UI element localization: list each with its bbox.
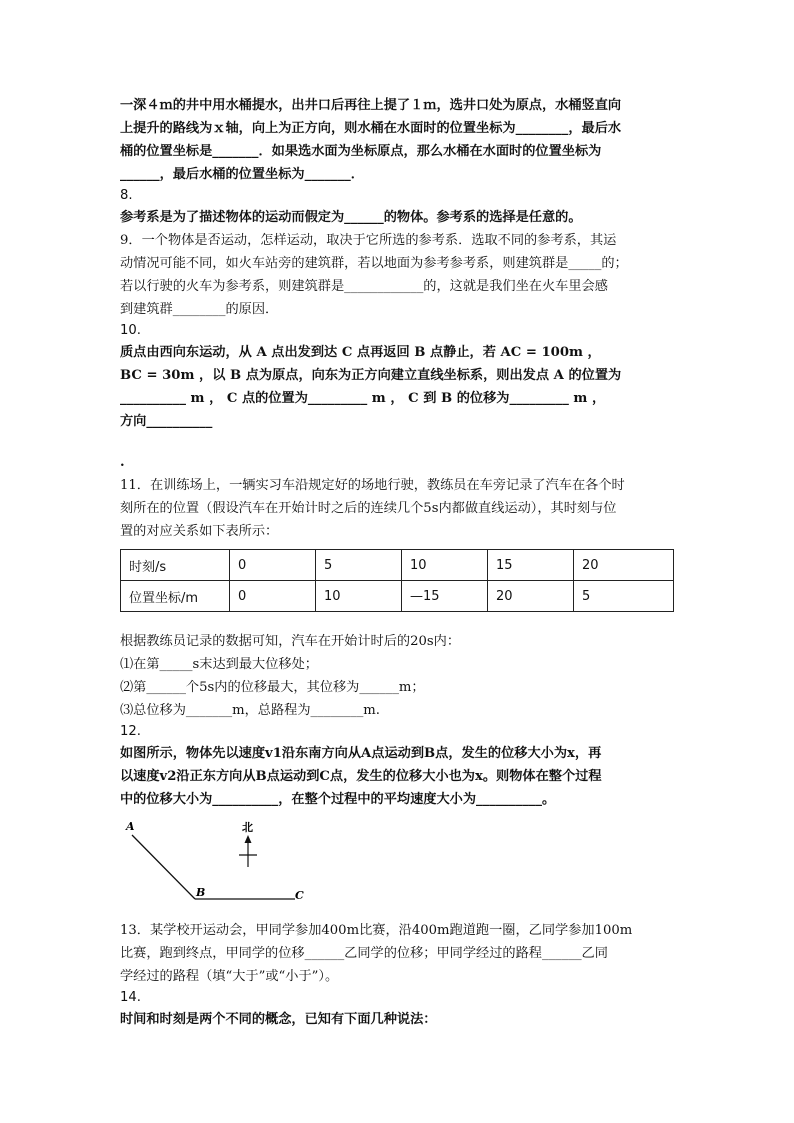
q11-line-3: 置的对应关系如下表所示： bbox=[120, 524, 279, 539]
q9-line-2: 动情况可能不同，如火车站旁的建筑群，若以地面为参考参考系，则建筑群是_____的； bbox=[120, 256, 628, 271]
label-c: C bbox=[295, 889, 304, 902]
q10-number: 10. bbox=[120, 323, 141, 338]
diagram-svg bbox=[120, 817, 320, 911]
table-cell: 15 bbox=[488, 550, 574, 581]
question-7 bbox=[120, 94, 680, 186]
question-13 bbox=[120, 919, 680, 988]
table-row bbox=[121, 550, 674, 581]
label-a: A bbox=[126, 820, 135, 833]
question-14 bbox=[120, 988, 680, 1031]
north-arrow-icon bbox=[245, 835, 252, 843]
table-cell: 10 bbox=[316, 581, 402, 612]
table-cell: 20 bbox=[488, 581, 574, 612]
q11-after-3: ⑵第______个5s内的位移最大，其位移为______m； bbox=[120, 680, 425, 695]
q12-line-3: 中的位移大小为__________，在整个过程中的平均速度大小为__________。 bbox=[120, 792, 556, 807]
q11-after-2: ⑴在第_____s末达到最大位移处； bbox=[120, 657, 318, 672]
q13-line-1: 13．某学校开运动会，甲同学参加400m比赛，沿400m跑道跑一圈，乙同学参加100m bbox=[120, 923, 633, 938]
q12-line-2: 以速度v2沿正东方向从B点运动到C点，发生的位移大小也为x。则物体在整个过程 bbox=[120, 769, 602, 784]
question-11 bbox=[120, 474, 680, 722]
question-8 bbox=[120, 186, 680, 229]
table-cell: 20 bbox=[574, 550, 674, 581]
table-cell: 0 bbox=[230, 581, 316, 612]
table-cell: 5 bbox=[574, 581, 674, 612]
q13-line-2: 比赛，跑到终点，甲同学的位移______乙同学的位移；甲同学经过的路程______乙同 bbox=[120, 946, 608, 961]
table-cell: 时刻/s bbox=[121, 550, 230, 581]
q11-after-1: 根据教练员记录的数据可知，汽车在开始计时后的20s内： bbox=[120, 634, 461, 649]
table-cell: 10 bbox=[402, 550, 488, 581]
spacer bbox=[120, 433, 680, 451]
q7-line-1: 一深４ｍ的井中用水桶提水，出井口后再往上提了１ｍ，选井口处为原点，水桶竖直向 bbox=[120, 98, 622, 113]
q11-line-2: 刻所在的位置（假设汽车在开始计时之后的连续几个5s内都做直线运动），其时刻与位 bbox=[120, 501, 617, 516]
q11-line-1: 11．在训练场上，一辆实习车沿规定好的场地行驶，教练员在车旁记录了汽车在各个时 bbox=[120, 478, 625, 493]
table-cell: —15 bbox=[402, 581, 488, 612]
q12-number: 12. bbox=[120, 724, 141, 739]
document-page bbox=[120, 94, 680, 1031]
table-cell: 0 bbox=[230, 550, 316, 581]
q10-line-1: 质点由西向东运动，从 A 点出发到达 C 点再返回 B 点静止，若 AC = 100m ， bbox=[120, 345, 601, 360]
q10-line-3: __________ m ， C 点的位置为_________ m ， C 到 B 的位移为_________ m ， bbox=[120, 391, 606, 406]
q10-line-4: 方向__________ bbox=[120, 414, 213, 429]
question-10 bbox=[120, 321, 680, 474]
q7-line-3: 桶的位置坐标是_______．如果选水面为坐标原点，那么水桶在水面时的位置坐标为 bbox=[120, 144, 602, 159]
q13-line-3: 学经过的路程（填“大于”或“小于”）。 bbox=[120, 969, 339, 984]
table-cell: 位置坐标/m bbox=[121, 581, 230, 612]
q9-line-1: 9．一个物体是否运动，怎样运动，取决于它所选的参考系．选取不同的参考系，其运 bbox=[120, 233, 617, 248]
q12-line-1: 如图所示，物体先以速度v1沿东南方向从A点运动到B点，发生的位移大小为x，再 bbox=[120, 746, 602, 761]
q10-line-2: BC = 30m ，以 B 点为原点，向东为正方向建立直线坐标系，则出发点 A 的位置为 bbox=[120, 368, 622, 383]
q8-number: 8. bbox=[120, 188, 133, 203]
label-north: 北 bbox=[242, 821, 253, 834]
q8-text: 参考系是为了描述物体的运动而假定为______的物体。参考系的选择是任意的。 bbox=[120, 210, 582, 225]
q14-text: 时间和时刻是两个不同的概念，已知有下面几种说法： bbox=[120, 1012, 437, 1027]
q7-line-4: ______，最后水桶的位置坐标为_______． bbox=[120, 167, 364, 182]
q9-line-4: 到建筑群________的原因． bbox=[120, 302, 279, 317]
table-cell: 5 bbox=[316, 550, 402, 581]
question-9 bbox=[120, 229, 680, 321]
q7-line-2: 上提升的路线为ｘ轴，向上为正方向，则水桶在水面时的位置坐标为________，最后水 bbox=[120, 121, 622, 136]
question-12 bbox=[120, 722, 680, 911]
displacement-diagram bbox=[120, 817, 320, 911]
q9-line-3: 若以行驶的火车为参考系，则建筑群是____________的，这就是我们坐在火车里会感 bbox=[120, 279, 608, 294]
q14-number: 14. bbox=[120, 990, 141, 1005]
path-ab bbox=[132, 835, 195, 899]
spacer bbox=[120, 612, 680, 630]
q11-after-4: ⑶总位移为_______m，总路程为________m. bbox=[120, 703, 380, 718]
label-b: B bbox=[196, 886, 206, 899]
position-table bbox=[120, 549, 674, 612]
q10-trailing-dot: . bbox=[120, 455, 125, 470]
table-row bbox=[121, 581, 674, 612]
